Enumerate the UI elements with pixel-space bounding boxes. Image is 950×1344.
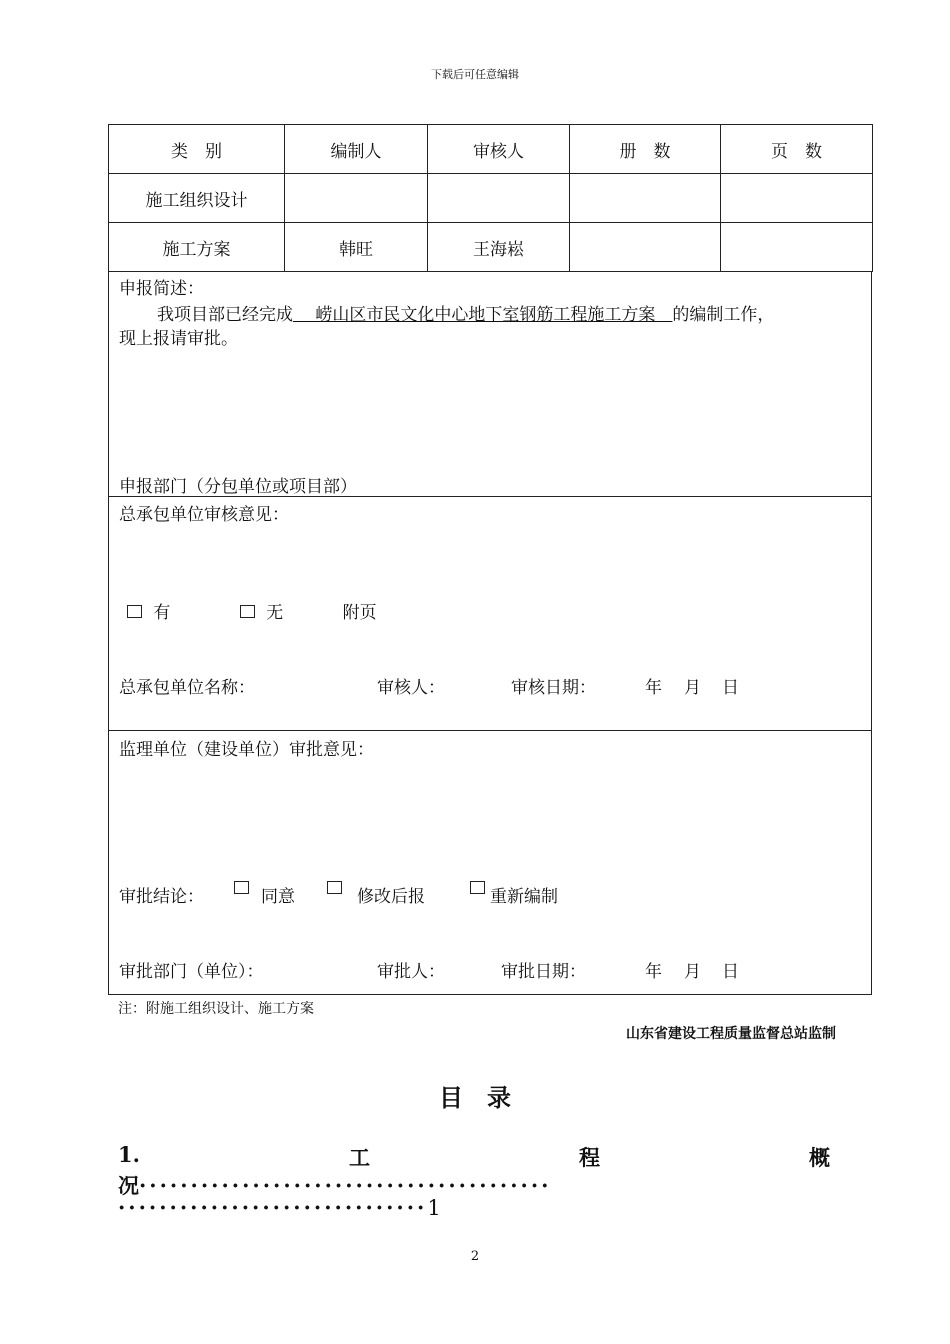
header-reviewer: 审核人 — [428, 125, 570, 174]
header-note: 下载后可任意编辑 — [431, 68, 519, 81]
approval-year: 年 — [645, 962, 662, 982]
contractor-month: 月 — [684, 678, 701, 698]
supervision-section — [108, 730, 872, 995]
toc-item-1-end — [118, 1195, 441, 1220]
contractor-label: 总承包单位审核意见： — [119, 505, 289, 525]
supervision-label: 监理单位（建设单位）审批意见： — [119, 740, 374, 760]
contractor-year: 年 — [645, 678, 662, 698]
option-revise-label: 修改后报 — [357, 887, 425, 907]
attachment-label: 附页 — [342, 603, 377, 623]
approval-day: 日 — [722, 962, 739, 982]
cell-volumes — [570, 174, 721, 223]
checkbox-agree[interactable] — [234, 881, 249, 894]
report-text-prefix: 我项目部已经完成 — [157, 305, 293, 325]
toc-item-1[interactable] — [118, 1142, 830, 1172]
contractor-date-label: 审核日期： — [511, 678, 596, 698]
header-pages: 页 数 — [721, 125, 873, 174]
issuer-label: 山东省建设工程质量监督总站监制 — [626, 1026, 836, 1042]
toc-item-number: 1. — [118, 1142, 140, 1167]
attachment-options — [127, 598, 377, 623]
toc-item-char: 概 — [808, 1145, 830, 1170]
option-agree-label: 同意 — [261, 887, 295, 907]
approval-dept-label: 审批部门（单位）： — [119, 962, 264, 982]
contractor-section — [108, 496, 872, 731]
toc-item-char: 工 — [348, 1145, 370, 1170]
table-header-row — [109, 125, 873, 174]
cell-pages — [721, 223, 873, 272]
report-department: 申报部门（分包单位或项目部） — [119, 477, 357, 497]
conclusion-label: 审批结论： — [119, 887, 204, 907]
checkbox-no[interactable] — [240, 605, 255, 618]
report-label: 申报简述： — [119, 279, 204, 299]
approver-label: 审批人： — [377, 962, 445, 982]
cell-volumes — [570, 223, 721, 272]
footnote: 注：附施工组织设计、施工方案 — [118, 1001, 314, 1017]
report-statement — [157, 300, 774, 325]
page-number: 2 — [470, 1249, 480, 1264]
toc-item-char: 程 — [578, 1145, 600, 1170]
approval-date-label: 审批日期： — [501, 962, 586, 982]
toc-item-char: 况 — [118, 1173, 139, 1198]
toc-title: 目 录 — [439, 1084, 511, 1112]
cell-category: 施工方案 — [109, 223, 285, 272]
cell-author: 韩旺 — [285, 223, 428, 272]
report-project-name: 崂山区市民文化中心地下室钢筋工程施工方案 — [293, 305, 673, 325]
toc-leader-dots: ········································ — [139, 1173, 552, 1198]
contractor-reviewer-label: 审核人： — [377, 678, 445, 698]
header-volumes: 册 数 — [570, 125, 721, 174]
contractor-day: 日 — [722, 678, 739, 698]
cell-reviewer: 王海崧 — [428, 223, 570, 272]
cell-author — [285, 174, 428, 223]
approval-month: 月 — [684, 962, 701, 982]
report-text-suffix: 的编制工作， — [672, 305, 775, 325]
report-section — [108, 271, 872, 497]
option-no-label: 无 — [266, 603, 284, 623]
table-row — [109, 174, 873, 223]
checkbox-yes[interactable] — [127, 605, 142, 618]
cell-reviewer — [428, 174, 570, 223]
option-redo-label: 重新编制 — [490, 887, 558, 907]
toc-leader-dots: ······························ — [118, 1195, 428, 1220]
cell-pages — [721, 174, 873, 223]
header-author: 编制人 — [285, 125, 428, 174]
contractor-name-label: 总承包单位名称： — [119, 678, 255, 698]
submission-table — [108, 124, 873, 272]
table-row — [109, 223, 873, 272]
cell-category: 施工组织设计 — [109, 174, 285, 223]
option-yes-label: 有 — [153, 603, 171, 623]
toc-page-number: 1 — [427, 1196, 441, 1220]
report-line2: 现上报请审批。 — [119, 329, 238, 349]
header-category: 类 别 — [109, 125, 285, 174]
checkbox-redo[interactable] — [470, 881, 485, 894]
checkbox-revise[interactable] — [327, 881, 342, 894]
